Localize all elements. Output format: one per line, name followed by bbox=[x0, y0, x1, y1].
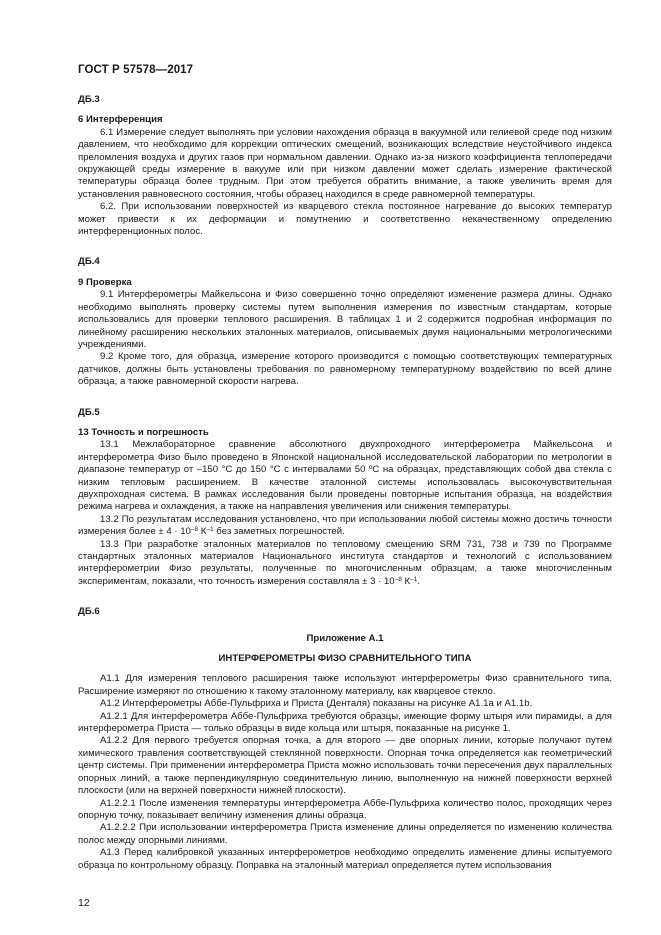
section-label-db5: ДБ.5 bbox=[78, 406, 100, 418]
standard-header: ГОСТ Р 57578—2017 bbox=[78, 64, 194, 76]
paragraph-9-2: 9.2 Кроме того, для образца, измерение которого производится с помощью соответствующих температурных датчиков, должны быть установлены требования по равномерному температурному воздействию по всей длине образца, а также равномерной скорости нагрева. bbox=[78, 351, 612, 388]
paragraph-a1-2: А1.2 Интерферометры Аббе-Пульфриха и Приста (Денталя) показаны на рисунке А1.1а и А1.1b. bbox=[100, 698, 533, 710]
paragraph-13-3: 13.3 При разработке эталонных материалов по тепловому смещению SRM 731, 738 и 739 по Программе стандартных эталонных материалов Национального института стандартов и технологий с использованием интерферометрии Физо результаты, полученные по многочисленным образцам, а также многочисленным экспериментам, показали, что точность измерения составляла ± $3 \cdot 10^{-8}$ $К^{-1}$. bbox=[78, 538, 612, 587]
paragraph-a1-3: А1.3 Перед калибровкой указанных интерферометров необходимо определить изменение длины испытуемого образца по контрольному образцу. Поправка на эталонный материал определяется путем использования bbox=[78, 847, 612, 871]
document-body bbox=[78, 94, 612, 872]
paragraph-6-2: 6.2. При использовании поверхностей из кварцевого стекла постоянное нагревание до высоких температур может привести к их деформации и помутнению и соответственно некачественному определению интерференционных полос. bbox=[78, 201, 612, 238]
page-number: 12 bbox=[78, 897, 90, 909]
paragraph-a1-2-2-1: А1.2.2.1 После изменения температуры интерферометра Аббе-Пульфриха количество полос, проходящих через опорную точку, показывает величину изменения длины образца. bbox=[78, 797, 612, 821]
paragraph-6-1: 6.1 Измерение следует выполнять при условии нахождения образца в вакуумной или гелиевой среде под низким давлением, что необходимо для коррекции оптических смещений, возникающих вследствие неустойчивого индекса преломления воздуха и других газов при нормальном давлении. Однако из-за низкого коэффициента теплопередачи окружающей среды измерение в вакууме или при низком давлении может сделать измерение фактической температуры образца более трудным. При этом требуется обратить внимание, а также увеличить время для установления равновесного состояния, чтобы образец находился в среде равномерной температуры. bbox=[78, 126, 612, 200]
paragraph-13-1: 13.1 Межлабораторное сравнение абсолютного двухпроходного интерферометра Майкельсона и интерферометра Физо было проведено в Японской национальной исследовательской лаборатории по метрологии в диапазоне температур от –150 °С до 150 °С с интервалами 50 ºС на образцах, представляющих собой два стекла с низким тепловым расширением. В качестве эталонной системы использовалась высокочувствительная двухпроходная система. В рамках исследования были проведены повторные испытания образца, на воздействия режима нагрева и охлаждения, а также на направления увеличения или снижения температуры. bbox=[78, 439, 612, 513]
paragraph-a1-2-1: А1.2.1 Для интерферометра Аббе-Пульфриха требуются образцы, имеющие форму штыря или пирамиды, а для интерферометра Приста — только образцы в виде кольца или штыря, показанные на рисунке 1. bbox=[78, 710, 612, 735]
paragraph-a1-2-2-2: А1.2.2.2 При использовании интерферометра Приста изменение длины определяется по изменению количества полос между опорными линиями. bbox=[78, 822, 612, 846]
paragraph-a1-2-2: А1.2.2 Для первого требуется опорная точка, а для второго — две опорных линии, которые получают путем химического травления соответствующей стеклянной поверхности. Опорная точка определяется как геометрический центр системы. При применении интерферометра Приста можно использовать точки пересечения двух параллельных опорных линий, а также перпендикулярную соединительную линию, выполненную на нижней поверхности верхней плоскости (или на верхней поверхности нижней плоскости). bbox=[78, 735, 612, 797]
paragraph-13-2: 13.2 По результатам исследования установлено, что при использовании любой системы можно достичь точности измерения более ± $4 \cdot 10^{-8}$ $К^{-1}$ без заметных погрешностей. bbox=[78, 513, 612, 538]
section-title-precision: 13 Точность и погрешность bbox=[78, 426, 209, 438]
section-label-db6: ДБ.6 bbox=[78, 606, 100, 618]
paragraph-9-1: 9.1 Интерферометры Майкельсона и Физо совершенно точно определяют изменение размера длины. Однако необходимо выполнять проверку системы путем выполнения измерения по известным стандартам, которые использовались для проверки теплового расширения. В таблицах 1 и 2 содержится подробная информация по линейному расширению нескольких эталонных материалов, описываемых двумя национальными метрологическими учреждениями. bbox=[78, 289, 612, 350]
paragraph-a1-1: А1.1 Для измерения теплового расширения также используют интерферометры Физо сравнительного типа. Расширение измеряют по отношению к такому эталонному материалу, как кварцевое стекло. bbox=[78, 673, 612, 697]
appendix-subtitle: ИНТЕРФЕРОМЕТРЫ ФИЗО СРАВНИТЕЛЬНОГО ТИПА bbox=[218, 653, 472, 665]
section-title-verification: 9 Проверка bbox=[78, 276, 132, 288]
section-title-interference: 6 Интерференция bbox=[78, 114, 163, 126]
appendix-title: Приложение А.1 bbox=[306, 632, 384, 644]
section-label-db4: ДБ.4 bbox=[78, 256, 100, 268]
section-label-db3: ДБ.3 bbox=[78, 94, 100, 105]
